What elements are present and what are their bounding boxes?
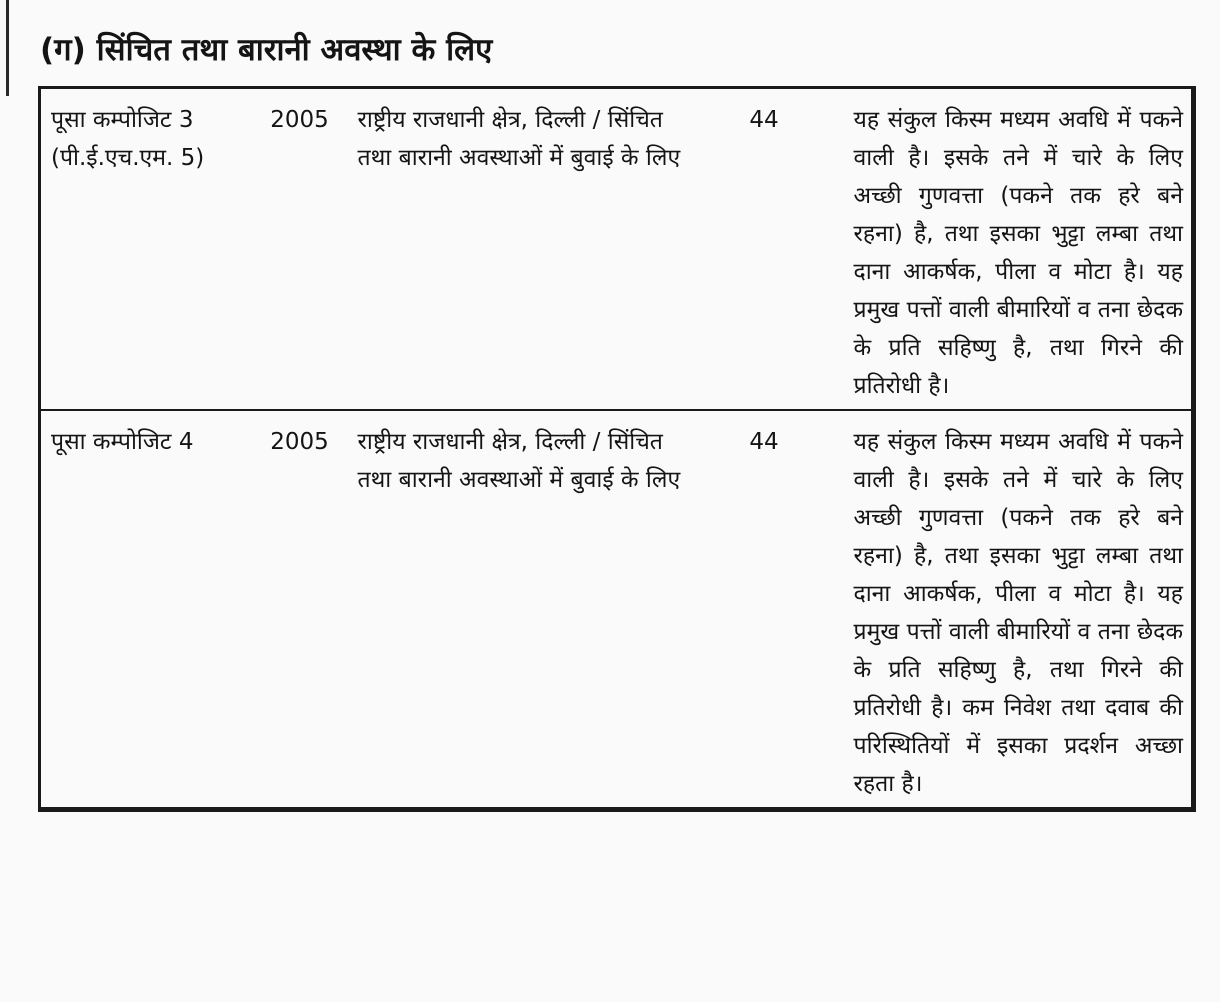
page-edge-mark [6,0,9,96]
variety-name-cell: पूसा कम्पोजिट 3 (पी.ई.एच.एम. 5) [40,88,250,411]
days-cell: 44 [714,88,854,411]
table-row [40,88,1194,411]
description-cell: यह संकुल किस्म मध्यम अवधि में पकने वाली है। इसके तने में चारे के लिए अच्छी गुणवत्ता (पकने तक हरे बने रहना) है, तथा इसका भुट्टा लम्बा तथा दाना आकर्षक, पीला व मोटा है। यह प्रमुख पत्तों वाली बीमारियों व तना छेदक के प्रति सहिष्णु है, तथा गिरने की प्रतिरोधी है। कम निवेश तथा दवाब की परिस्थितियों में इसका प्रदर्शन अच्छा रहता है। [853,429,1183,797]
variety-name-cell: पूसा कम्पोजिट 4 [51,429,194,455]
release-year-cell: 2005 [250,88,350,411]
recommended-area-cell: राष्ट्रीय राजधानी क्षेत्र, दिल्ली / सिंचित तथा बारानी अवस्थाओं में बुवाई के लिए [357,429,681,493]
section-title: (ग) सिंचित तथा बारानी अवस्था के लिए [40,32,493,68]
release-year-cell: 2005 [270,429,329,455]
variety-table [38,86,1196,812]
days-cell: 44 [749,429,779,455]
description-cell: यह संकुल किस्म मध्यम अवधि में पकने वाली है। इसके तने में चारे के लिए अच्छी गुणवत्ता (पकने तक हरे बने रहना) है, तथा इसका भुट्टा लम्बा तथा दाना आकर्षक, पीला व मोटा है। यह प्रमुख पत्तों वाली बीमारियों व तना छेदक के प्रति सहिष्णु है, तथा गिरने की प्रतिरोधी है। [854,88,1194,411]
recommended-area-cell: राष्ट्रीय राजधानी क्षेत्र, दिल्ली / सिंचित तथा बारानी अवस्थाओं में बुवाई के लिए [350,88,714,411]
table-row [40,410,1194,810]
